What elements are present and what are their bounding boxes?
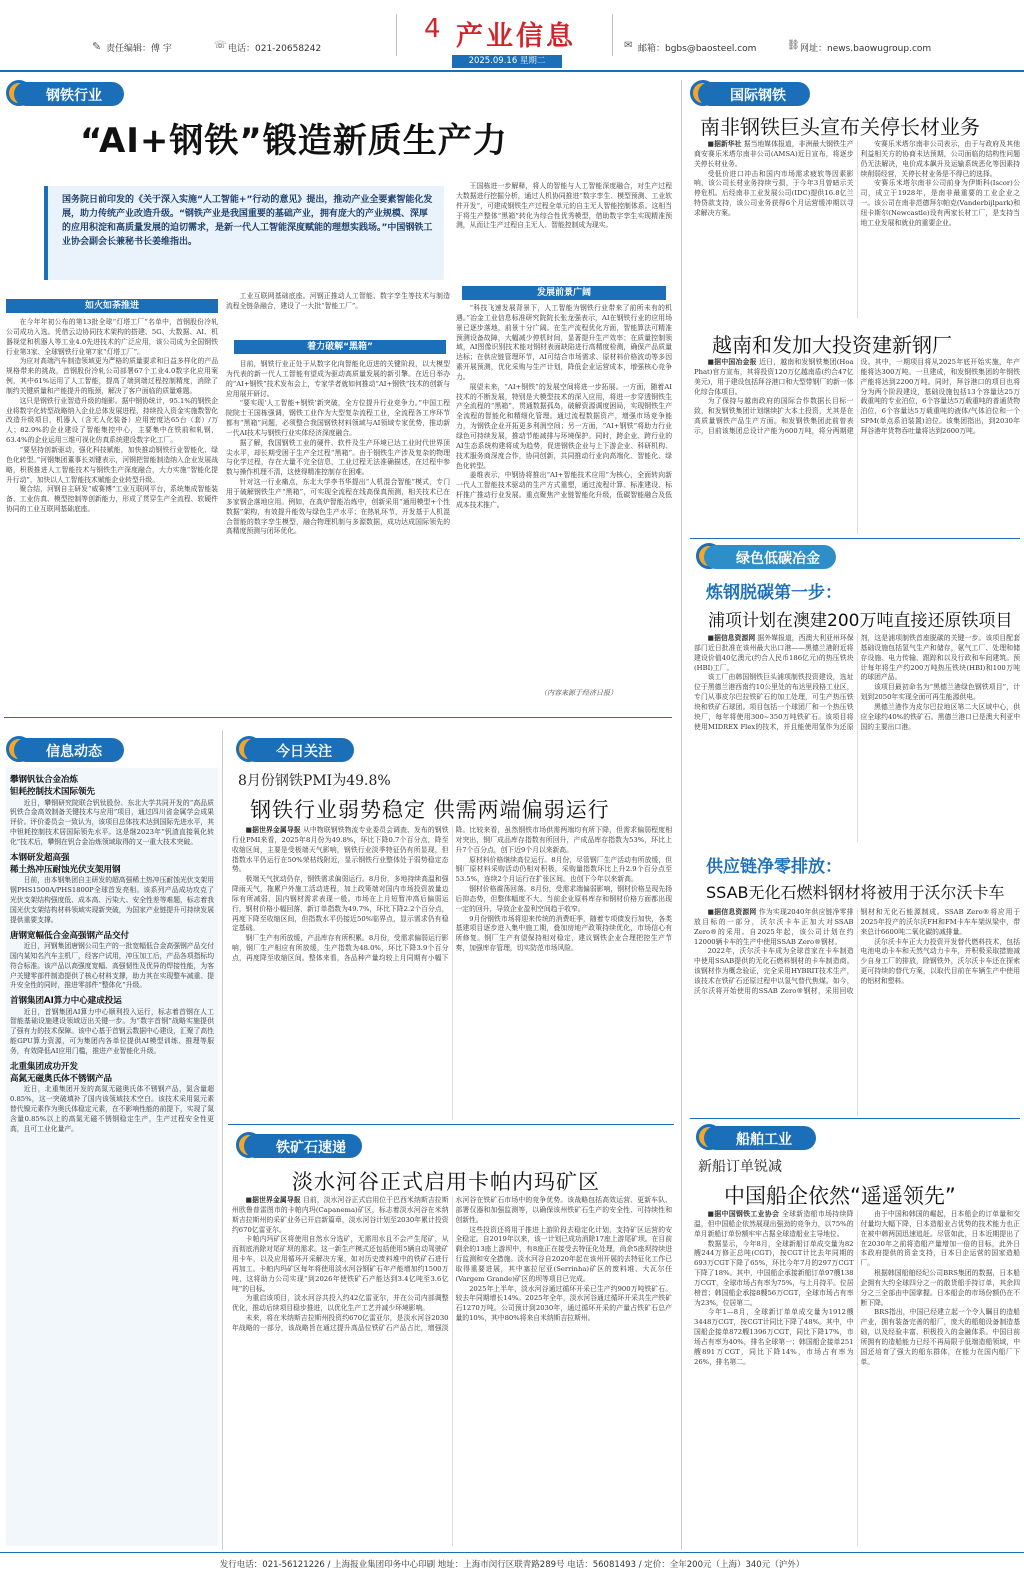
intl-headline-1: 南非钢铁巨头宣布关停长材业务 bbox=[700, 115, 980, 139]
brief-title: 北重集团成功开发 bbox=[10, 1061, 79, 1072]
brief-title: 唐钢宽幅低合金高强钢产品交付 bbox=[10, 930, 130, 941]
intl-article-1-body: ■据新华社 据当地媒体报道，非洲最大钢铁生产商安赛乐米塔尔南非公司(AMSA)近日宣布，将逐步关停长材业务。 受低价进口冲击和国内市场需求疲软等因素影响，该公司长材业务持续亏损，于今年3月曾暗示关停危机。后经南非工业发展公司(IDC)提供16.8亿兰特贷款支持，该公司业务获得6个月运营缓冲期以寻求解决方案。 安赛乐米塔尔南非公司表示，由于与政府及其他利益相关方的协商未达预期，公司面临的结构性问题仍无法解决，电价成本飙升及运输系统恶化等因素持续削弱经营，关停长材业务是不得已的选择。 安赛乐米塔尔南非公司前身为伊斯科(Iscor)公司，成立于1928年，是南非最重要的工业企业之一。该公司在南非范德拜尔帕克(Vanderbijlpark)和纽卡斯尔(Newcastle)设有两家长材工厂，是支持当地工业发展和就业的重要企业。 bbox=[694, 140, 1020, 227]
brief-title: 攀钢钒钛合金冶炼 bbox=[10, 775, 79, 785]
masthead bbox=[0, 0, 1024, 72]
intl-article-2-body: ■据中国冶金报 近日，越南和发钢铁集团(Hoa Phat)官方宣布，其将投资120万亿越南盾(约合47亿美元)，用于建设包括拜谷港口和大型带钢厂的新一体化综合体项目。 为了保持与越南政府的国际合作数据长目标一致，和发钢铁集团计划继续扩大本土投资，尤其是在高质量钢铁产品生产方面。和发钢铁集团此前曾表示，目前该集团总设计产能为600万吨，将分两期建设。其中，一期项目将从2025年底开始实施，年产能将达300万吨。一旦建成，和发钢铁集团的年钢铁产能将达到2200万吨。同时，拜谷港口的项目也将分为两个阶段建设，基础设施包括13个容量达25万载重吨的专业泊位，6个容量达5万载重吨的普通货物泊位，6个容量达5万载重吨的液体/气体泊位和一个SPM(单点系泊装置)泊位。该集团指出，到2030年拜谷港年货物吞吐量将达到2600万吨。 bbox=[694, 358, 1020, 435]
section-tab-today: 今日关注 bbox=[244, 738, 354, 762]
section-tab-intl: 国际钢铁 bbox=[698, 82, 810, 106]
green-kicker-2: 供应链净零排放： bbox=[706, 857, 842, 877]
editor-label: 责任编辑：傅 宇 bbox=[106, 44, 172, 54]
brief-title: 高氮无磁奥氏体不锈钢产品 bbox=[10, 1074, 113, 1085]
green-article-1-body: ■据信息资源网 据外媒报道，西澳大利亚州环保部门近日批准在该州最大出口港——黑德兰港附近将建设价值40亿澳元(约合人民币186亿元)的热压铁块(HBI)工厂。 该工厂由韩国钢铁巨头浦项制铁投资建设，选址位于黑德兰港西南约10公里处的布达里段格工业区，专门从事皮尔巴拉铁矿石的加工处理，可生产热压铁块和铁矿石球团。项目包括一个球团厂和一个热压铁块厂，每年将使用300~350万吨铁矿石。该项目将使用MIDREX Flex的技术，并且能使用氢作为还原剂，这是浦项制铁首座脱碳的关键一步。该项目配套基础设施包括氢气生产和储存，氨气工厂、处理和储存设施、电力传输、跟踪和以及行政和车间建筑。预计每年将生产约200万吨热压铁块(HBI)和100万吨的球团产品。 该项目最初命名为“黑德兰港绿色钢铁项目”，计划到2050年实现全面可再生能源供电。 黑德兰港作为皮尔巴拉地区第二大区域中心，供应全球约40%的铁矿石。黑德兰港口已是澳大利亚中国的主要出口港。 bbox=[694, 634, 1020, 731]
mail-icon: ✉ bbox=[624, 40, 633, 51]
section-tab-ore: 铁矿石速递 bbox=[244, 1134, 362, 1158]
info-briefs: 攀钢钒钛合金冶炼 钽耗控制技术国际领先 近日，攀钢研究院联合钒钛股份、东北大学共同开发的“高品质钒铁合金高效制备关键技术与应用”项目，通过四川省金属学会成果评价。评价委员会一致认为，该项目总体技术达到国际先进水平，其中钽耗控制技术居国际领先水平。这是继2023年“钒渣直接氧化转化”技术后，攀钢在钒合金冶炼领域取得的又一重大技术突破。 本钢研发超高强 稀土热冲压耐蚀光伏支架用钢 日前，由本钢集团自主研发的超高强稀土热冲压耐蚀光伏支架用钢PHS1500A/PHS1800P全球首发亮相。该系列产品成功攻克了光伏支架结构强度低、成本高、污染大、安全性差等难题，标志着我国光伏支架结构材料领域实现新突破，为国家产业链提升可持续发展提供重要支撑。 唐钢宽幅低合金高强钢产品交付 近日，河钢集团唐钢公司生产的一批宽幅低合金高强钢产品交付国内某知名汽车主机厂，经客户试用，冲压加工后，产品各项指标均符合标准。该产品以高强度宽幅、高强韧性及优异的焊接性能，为客户关键零部件制造提供了核心材料支撑，助力其在实现整车减重、提升安全性的同时，推进零部件“整体化”升级。 首钢集团AI算力中心建成投运 近日，首钢集团AI算力中心顺利投入运行，标志着首钢在人工智能基础设施建设领域迈出关键一步。为“数字首钢”战略实施提供了强有力的技术保障。该中心基于首钢云数据中心建设，汇聚了高性能GPU算力资源，可为集团内各单位提供AI模型训练、推理等服务，有效降低AI应用门槛，推进产业智能化升级。 北重集团成功开发 高氮无磁奥氏体不锈钢产品 近日，北重集团开发的高氮无磁奥氏体不锈钢产品，氮含量超0.85%，这一突破填补了国内该领域技术空白。该技术采用氮元素替代镍元素作为奥氏体稳定元素，在不影响性能的前提下，实现了氮含量0.85%以上的高氮无磁不锈钢稳定生产，生产过程安全性更高，且可工业化量产。 bbox=[6, 768, 218, 1546]
green-kicker-1: 炼钢脱碳第一步： bbox=[706, 583, 842, 603]
steel-sub-heading-3: 发展前景广阔 bbox=[462, 286, 666, 300]
brief-title: 本钢研发超高强 bbox=[10, 852, 70, 863]
page-title: 产业信息 bbox=[456, 21, 576, 52]
section-tab-green: 绿色低碳冶金 bbox=[704, 545, 836, 569]
website-label[interactable]: 网址：news.baowugroup.com bbox=[800, 44, 932, 54]
ship-body: ■据中国钢铁工业协会 全球新造船市场持续降温，但中国船企依然展现出强劲的竞争力，以75%的单月新船订单份额牢牢占据全球造船业主导地位。 数据显示，今年8月，全球新船订单成交量为82艘244万修正总吨(CGT)，按CGT计比去年同期的693万CGT下降了65%，环比今年7月的297万CGT下降了18%。其中，中国船企承接新船订单97艘138万CGT，全球市场占有率为75%，与上月持平。位居榜首；韩国船企承接8艘56万CGT，全球市场占有率为23%，位居第二。 今年1—8月，全球新订单单成交量为1912艘3448万CGT，按CGT计同比下降了48%。其中，中国船企接单872艘1396万CGT，同比下降17%，市场占有率为40%，排名全球第一；韩国船企接单251艘891万CGT，同比下降14%，市场占有率为26%，排名第二。 由于中国和韩国的崛起，日本船企的订单量和交付量均大幅下降，日本造船业占优势的技术能力也正在被中韩两国迅速追赶。尽管如此，日本近期提出了在2030年之前将造船产量增加一倍的目标，此外日本政府提供的资金支持，日本日企运营的国家造船厂。 根据韩国船舶经纪公司BRS集团的数据，日本船企拥有大约全球四分之一的散货船手持订单，其余四分之三全部由中国掌握。日本船企的市场份额仍在不断下降。 BRS指出，中国已经建立起一个令人瞩目的造船产业，拥有装备完善的船厂，庞大的船舶设备制造基础，以及经验丰富、积极投入的金融体系。中国目前所拥有的造船能力已经不再局限于低端造船领域，中国还培育了强大的船东群体，在能力在国内船厂下单。 bbox=[694, 1210, 1020, 1366]
section-tab-ship: 船舶工业 bbox=[704, 1126, 816, 1150]
steel-headline: “AI+钢铁”锻造新质生产力 bbox=[80, 121, 508, 161]
steel-sub-heading-1: 如火如荼推进 bbox=[6, 299, 218, 313]
ship-headline: 中国船企依然“遥遥领先” bbox=[724, 1184, 956, 1208]
ship-kicker: 新船订单锐减 bbox=[698, 1159, 782, 1175]
green-headline-2: SSAB无化石燃料钢材将被用于沃尔沃卡车 bbox=[706, 883, 1005, 902]
steel-body-col-2: 目前，钢铁行业正处于从数字化向智能化迈进的关键阶段，以大模型为代表的新一代人工智能有望成为驱动高质量发展的新引擎。在近日举办的“AI+钢铁”技术发布会上，专家学者就如何推动“AI+钢铁”技术的创新与应用展开研讨。 “要实现‘人工智能+钢铁’新突破，全方位提升行业竞争力。”中国工程院院士王国栋强调，钢铁工业作为大型复杂流程工业，全流程各工序环节都有“黑箱”问题，必须整合我国钢铁材料领域与AI领域专家优势，推动新一代AI技术与钢铁行业实体经济深度融合。 据了解，我国钢铁工业的硬件、软件及生产环境已达工业时代世界顶尖水平，却长期受困于生产全过程“黑箱”。由于钢铁生产涉及复杂的物理与化学过程，存在大量不完全信息，工业过程无法准确描述，在过程中参数与操作机理不清，这使得精准控制存在困难。 针对这一行业痛点，东北大学李书华提出“人机混合智能”模式，专门用于破解钢铁生产“黑箱”，可实现全流程在线高保真预测，相关技术已在多家钢企落地应用。例如，在高炉智能冶炼中，创新采用“通用模型+个性数据”架构，有效提升能效与绿色生产水平；在热轧环节，开发基于人机混合智能的数字孪生模型，融合物理机制与多源数据，成功达成国际领先的高精度预测与闭环优化。 bbox=[226, 360, 450, 536]
phone-label: 电话：021-20658242 bbox=[228, 44, 322, 54]
page-number: 4 bbox=[424, 14, 441, 44]
intl-headline-2: 越南和发加大投资建新钢厂 bbox=[712, 333, 952, 357]
brief-title: 稀土热冲压耐蚀光伏支架用钢 bbox=[10, 865, 121, 876]
issue-date: 2025.09.16 星期二 bbox=[452, 55, 562, 68]
pen-icon: ✎ bbox=[92, 40, 102, 53]
ore-headline: 淡水河谷正式启用卡帕内玛矿区 bbox=[292, 1170, 600, 1194]
email-label[interactable]: 邮箱：bgbs@baosteel.com bbox=[638, 44, 757, 54]
steel-sub-heading-2: 着力破解“黑箱” bbox=[234, 340, 446, 354]
section-tab-steel: 钢铁行业 bbox=[14, 82, 124, 106]
green-article-2-body: ■据信息资源网 作为实现2040年供应链净零排放目标的一部分，沃尔沃卡车正加大对SSAB Zero®的采用。自2025年起，该公司计划在约12000辆卡车的生产中使用SSAB Zero®钢材。 2022年，沃尔沃卡车成为全球首家在卡车制造中使用SSAB提供的无化石燃料钢材的卡车制造商。该钢材作为概念验证，完全采用HYBRIT技术生产，该技术在铁矿石还原过程中以氢气替代焦煤。如今，沃尔沃将开始使用的SSAB Zero®钢材，采用回收钢材和无化石能源制成。SSAB Zero®将应用于2025年投产的沃尔沃FH和FM卡车车架纵梁中，带来总计6600吨二氧化碳的减排量。 沃尔沃卡车正大力投资开发替代燃料技术，包括电池电动卡车和天然气动力卡车，并积极采取措施减少自身工厂的排放，除钢铁外，沃尔沃卡车还在探索更可持续的替代方案，以取代目前在车辆生产中使用的铝材和塑料。 bbox=[694, 908, 1020, 995]
today-body: ■据世界金属导报 从中物联钢铁物流专业委员会调查、发布的钢铁行业PMI来看，2025年8月份为49.8%，环比下降0.7个百分点，降至收缩区间，主要是受极端天气影响，钢铁行业淡季特征仍有所显现，但指数水平仍运行在50%荣枯线附近，显示钢铁行业整体处于弱势稳定态势。 极端天气扰动仍存，钢铁需求偏弱运行。8月份，多地持续高温和强降雨天气，拖累户外施工活动进程，加上政策端对国内市场投资放量边际有所减弱，国内钢材需求表现一般。市场在上月短暂冲高后偏弱运行，钢材价格小幅回落，新订单指数为49.7%，环比下降2.2个百分点，再度下降至收缩区间，但指数水平仍接近50%临界点，显示需求仍有稳定基础。 钢厂生产有所放缓，产品库存有所积累。8月份，受需求偏弱运行影响，钢厂生产相应有所放缓，生产指数为48.0%，环比下降3.9个百分点，再度降至收缩区间。整体来看，各品种产量均较上月同期有小幅下降。比较来看，虽然钢铁市场供需两端均有所下降，但需求偏弱程度相对突出，钢厂成品库存指数有所回升，产成品库存指数为53%，环比上升7个百分点，创下近9个月以来新高。 原材料价格继续高位运行。8月份，尽管钢厂生产活动有所放缓，但钢厂原材料采购活动仍相对积极，采购量指数环比上升2.9个百分点至53.5%，连续2个月运行在扩张区间。也创下今年以来新高。 钢材价格震荡回落。8月份，受需求端偏弱影响，钢材价格呈现先扬后抑态势，但整体幅度不大。当前企业原料库存和钢材价格方面都出现一定的回升，导致企业盈利空间趋于收窄。 9月份钢铁市场将迎来传统的消费旺季，随着专项债发行加快，各类基建项目逐步进入集中施工期，叠加房地产政策持续优化，市场信心有所修复。钢厂生产有望保持相对稳定，建议钢铁企业合理把控生产节奏，加强库存管理，切实防范市场风险。 bbox=[232, 826, 672, 962]
steel-lead: 国务院日前印发的《关于深入实施“人工智能+”行动的意见》提出，推动产业全要素智能化发展，助力传统产业改造升级。“钢铁产业是我国重要的基础产业，拥有庞大的产业规模、深厚的应用积淀和高质量发展的迫切需求，是新一代人工智能深度赋能的理想实践场。”中国钢铁工业协会副会长兼秘书长姜维指出。 bbox=[44, 186, 444, 280]
steel-body-col-1: 在今年年初公布的第13批全球“灯塔工厂”名单中，首钢股份冷轧公司成功入选。凭借云边协同技术架构的搭建、5G、大数据、AI、机器视觉和机器人等工业4.0先进技术的广泛应用，该公司成为全国钢铁行业第3家、全球钢铁行业第7家“灯塔工厂”。 为应对高端汽车制造领域更为严格的质量要求和日益多样化的产品规格带来的挑战，首钢股份冷轧公司部署67个工业4.0数字化应用案例，其中61%运用了人工智能，提高了端到端过程控制精度，消除了制约关键质量和产能提升的瓶颈，解决了客户面临的质量难题。 这只是钢铁行业智造升级的缩影。据中钢协统计，95.1%的钢铁企业将数字化转型战略纳入企业总体发展进程，持续投入资金实施数智化改造升级项目，机器人（含无人化装备）应用密度达65台（套）/万人；82.9%的企业建设了智能集控中心，主要集中在铁前和轧钢，63.4%的企业运用三维可视化仿真系统建设数字化工厂。 “要坚持创新驱动，强化科技赋能，加快推动钢铁行业智能化、绿色化转型。”河钢集团董事长刘键表示，河钢把智能制造纳入企业发展战略，积极推进人工智能技术与钢铁生产深度融合，大力实施“智能化提升行动”，加快以人工智能技术赋能企业转型升级。 聚合结，河钢自主研发“威赛博”工业互联网平台，系统集成智能装备、工业仿真、模型控制等创新能力，形成了贯穿生产全流程、软硬件协同的工业互联网基础底座。 bbox=[6, 318, 218, 514]
green-headline-1: 浦项计划在澳建200万吨直接还原铁项目 bbox=[708, 611, 1013, 631]
footer-info: 发行电话：021-56121226 / 上海报业集团印务中心印刷 地址：上海市闵行区联青路289号 电话：56081493 / 定价：全年200元（上海）340元（沪外） bbox=[219, 1560, 805, 1570]
today-kicker: 8月份钢铁PMI为49.8% bbox=[238, 773, 391, 789]
brief-title: 首钢集团AI算力中心建成投运 bbox=[10, 996, 122, 1007]
section-tab-info: 信息动态 bbox=[14, 738, 124, 762]
today-headline: 钢铁行业弱势稳定 供需两端偏弱运行 bbox=[250, 798, 610, 822]
steel-source-note: （内容来源于经济日报） bbox=[540, 689, 617, 697]
steel-body-col-3: “科技飞速发展背景下，人工智能为钢铁行业带来了前所未有的机遇。”冶金工业信息标准研究院院长张龙强表示，AI在钢铁行业的应用场景已逐步落地，前景十分广阔。在生产流程优化方面，智能算法可精准预测设备故障，大幅减少停机时间，显著提升生产效率；在质量控制领域，AI图像识别技术能对钢材表面缺陷进行高精度检测，确保产品质量达标；在供应链管理环节，AI可结合市场需求、原材料价格波动等多因素开展预测，优化采购与生产计划，降低企业运营成本，增强核心竞争力。 展望未来，“AI+钢铁”的发展空间将进一步拓展。一方面，随着AI技术的不断发展，特别是大模型技术的深入应用，将进一步穿透钢铁生产全流程的“黑箱”，贯通数据孤岛，破解资源调度困局，实现钢铁生产全流程的智能化和精细化管理。通过流程数据资产，增强市场竞争能力，为钢铁企业开拓更多利润空间；另一方面，“AI+钢铁”将助力行业绿色可持续发展，推动节能减排与环境保护。同时，跨企业、跨行业的AI生态系统构建将成为趋势，促进钢铁企业与上下游企业、科研机构、技术服务商深度合作，协同创新，共同推动行业向高端化、智能化、绿色化转型。 姜维表示，中钢协将推出“AI+智能技术应用”为核心，全面转向新一代人工智能技术驱动的生产方式重塑，通过流程计算、标准建设、标杆推广推动行业发展。重点聚焦产业链智能化升级，低碳智能融合及低成本技术推广。 bbox=[456, 304, 672, 509]
steel-body-col-2a: 工业互联网基础底座。河钢正推动人工智能、数字孪生等技术与制造流程全链条融合，建设了一大批“智能工厂”。 bbox=[226, 292, 450, 310]
steel-body-col-3a: 王国栋进一步解释，将人的智能与人工智能深度融合，对生产过程大数据进行挖掘分析，通过人机协同推进“数字孪生、模型预测、工业软件开发”，可建成钢铁生产过程全单元的自主无人智能控制体系。这相当于将生产整体“黑箱”转化为综合性优秀模型，借助数字孪生实现精准预测，从而让生产过程自主无人、智能控制成为现实。 bbox=[456, 182, 672, 230]
phone-icon: ☏ bbox=[214, 40, 227, 51]
brief-title: 钽耗控制技术国际领先 bbox=[10, 787, 96, 798]
link-icon: ⛓ bbox=[787, 40, 800, 51]
ore-body: ■据世界金属导报 目前，淡水河谷正式启用位于巴西米纳斯吉拉斯州欧鲁普雷图市的卡帕内玛(Capanema)矿区，标志着淡水河谷在米纳斯吉拉斯州的采矿业务已开启新篇章，淡水河谷计划至2030年累计投资约670亿雷亚尔。 卡帕内玛矿区将使用自然水分选矿，无需用水且不会产生尾矿，从而彻底消除对尾矿坝的需求。这一新生产模式还包括使用5辆自动驾驶矿用卡车，以及应用循环开采解决方案，如对历史废料堆中的铁矿石进行再加工。卡帕内玛矿区每年将使用淡水河谷钢矿石年产能增加约1500万吨，这将助力公司实现“到2026年使铁矿石产能达到3.4亿吨至3.6亿吨”的目标。 为重启该项目，淡水河谷共投入约42亿雷亚尔，并在公司内部调整优化，推动后续项目稳步推进，以优化生产工艺并减少环境影响。 未来，将在米纳斯吉拉斯州投资约670亿雷亚尔，是淡水河谷2030年战略的一部分，该战略旨在通过提升高品位铁矿石产品占比，增强淡水河谷在铁矿石市场中的竞争优势。该战略包括高效运营、更新车队、部署仅器和加强监测等，以确保该州铁矿石生产的安全性、可持续性和创新性。 这些投资还将用于推进上游阶段去稳定化计划，支持矿区运营的安全稳定。自2019年以来，该一计划已成功消除17座上游尾矿坝。在目前剩余的13座上游坝中，有8座正在接受去特征化处理，尚余5座坝持续进行监测和安全措施。淡水河谷自2020年起在该州开展的去特征化工作已取得重要进展，其中塞拉尼亚(Serrinha)矿区的废料堆、大瓦尔任(Vargem Grande)矿区的坝等项目已完成。 2025年上半年，淡水河谷通过循环开采已生产约900万吨铁矿石。较去年同期增长14%。2025年全年，淡水河谷通过循环开采共生产铁矿石1270万吨。公司预计到2030年，通过循环开采的产量占铁矿石总产量的10%，其中80%将来自米纳斯吉拉斯州。 bbox=[232, 1196, 672, 1332]
